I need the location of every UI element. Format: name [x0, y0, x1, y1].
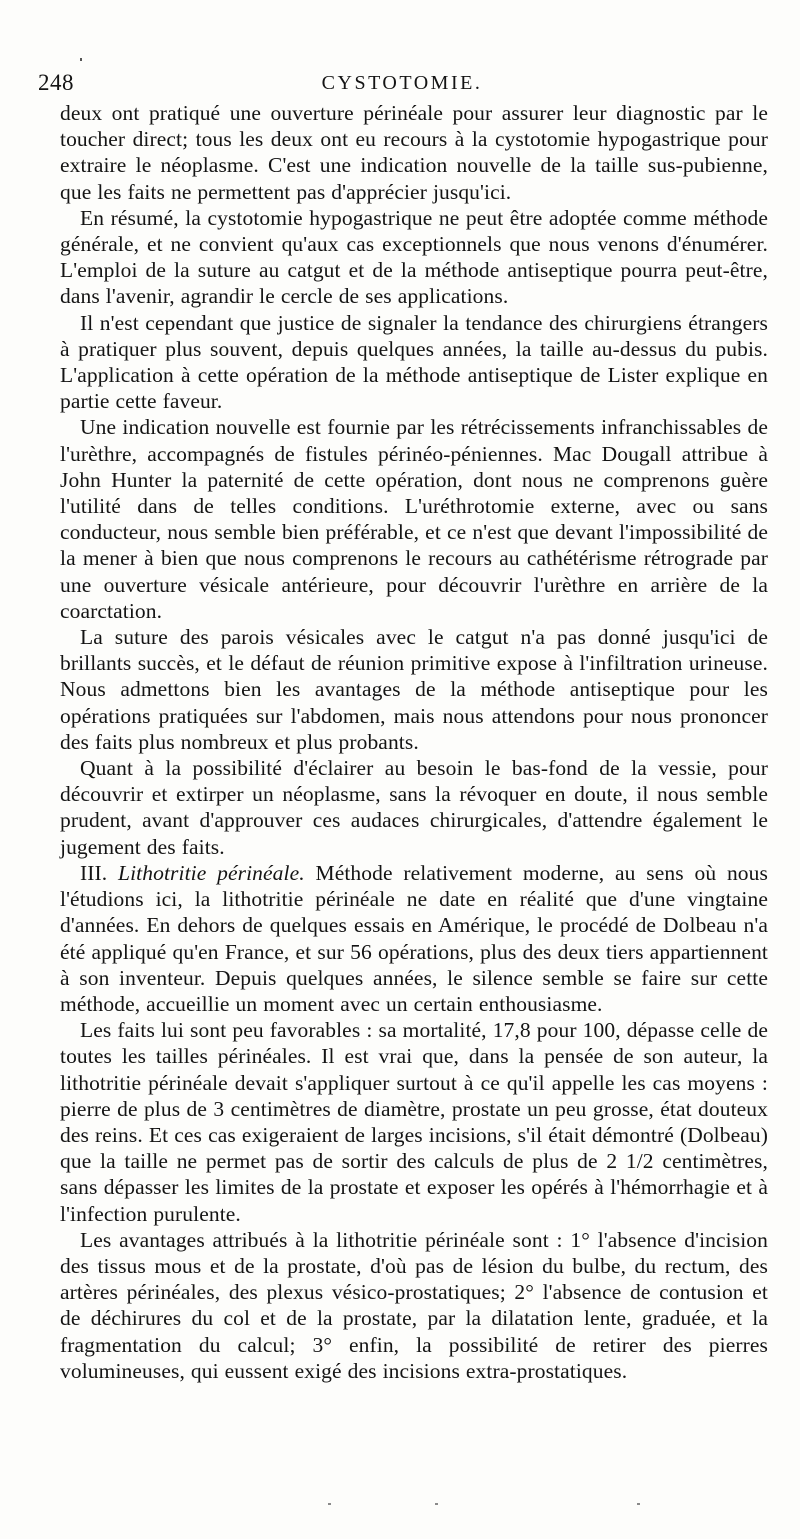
- paragraph-continuation: deux ont pratiqué une ouverture périnéale pour assurer leur diagnostic par le toucher direct; tous les deux ont eu recours à la cystotomie hypogastrique pour extraire le néoplasme. C'est une indication nouvelle de la taille sus-pubienne, que les faits ne permettent pas d'apprécier jusqu'ici.: [60, 101, 768, 204]
- paragraph-new-indication: Une indication nouvelle est fournie par les rétrécissements infranchissables de l'urèthre, accompagnés de fistules périnéo-péniennes. Mac Dougall attribue à John Hunter la paternité de cette opération, dont nous ne comprenons guère l'utilité dans de telles conditions. L'uréthrotomie externe, avec ou sans conducteur, nous semble bien préférable, et ce n'est que devant l'impossibilité de la mener à bien que nous comprenons le recours au cathétérisme rétrograde par une ouverture vésicale antérieure, pour découvrir l'urèthre en arrière de la coarctation.: [60, 415, 768, 623]
- footer-tick: [435, 1503, 438, 1505]
- paragraph-advantages: Les avantages attribués à la lithotritie périnéale sont : 1° l'absence d'incision des tissus mous et de la prostate, d'où pas de lésion du bulbe, du rectum, des artères périnéales, des plexus vésico-prostatiques; 2° l'absence de contusion et de déchirures du col et de la prostate, par la dilatation lente, graduée, et la fragmentation du calcul; 3° enfin, la possibilité de retirer des pierres volumineuses, qui eussent exigé des incisions extra-prostatiques.: [60, 1227, 768, 1383]
- footer-tick: [637, 1503, 640, 1505]
- footer-tick: [328, 1503, 331, 1505]
- running-title: CYSTOTOMIE.: [321, 72, 483, 94]
- paragraph-catgut-suture: La suture des parois vésicales avec le catgut n'a pas donné jusqu'ici de brillants succès, et le défaut de réunion primitive expose à l'infiltration urineuse. Nous admettons bien les avantages de la méthode antiseptique pour les opérations pratiquées sur l'abdomen, mais nous attendons pour nous prononcer des faits plus nombreux et plus probants.: [60, 625, 768, 754]
- section-text: Méthode relativement moderne, au sens où nous l'étudions ici, la lithotritie périnéale ne date en réalité que d'une vingtaine d'années. En dehors de quelques essais en Amérique, le procédé de Dolbeau n'a été appliqué qu'en France, et sur 56 opérations, plus des deux tiers appartiennent à son inventeur. Depuis quelques années, le silence semble se faire sur cette méthode, accueillie un moment avec un certain enthousiasme.: [60, 860, 768, 1016]
- section-title: Lithotritie périnéale.: [118, 860, 305, 885]
- running-head: [38, 70, 766, 98]
- paragraph-resume: En résumé, la cystotomie hypogastrique ne peut être adoptée comme méthode générale, et ne convient qu'aux cas exceptionnels que nous venons d'énumérer. L'emploi de la suture au catgut et de la méthode antiseptique pourra peut-être, dans l'avenir, agrandir le cercle de ses applications.: [60, 205, 768, 309]
- page-number: 248: [38, 70, 74, 95]
- print-speck: [80, 58, 82, 61]
- body-text: [60, 100, 768, 1384]
- paragraph-section-iii: [60, 860, 768, 1017]
- section-numeral: III.: [80, 860, 108, 885]
- paragraph-foreign-surgeons: Il n'est cependant que justice de signaler la tendance des chirurgiens étrangers à pratiquer plus souvent, depuis quelques années, la taille au-dessus du pubis. L'application à cette opération de la méthode antiseptique de Lister explique en partie cette faveur.: [60, 310, 768, 414]
- paragraph-mortality: Les faits lui sont peu favorables : sa mortalité, 17,8 pour 100, dépasse celle de toutes les tailles périnéales. Il est vrai que, dans la pensée de son auteur, la lithotritie périnéale devait s'appliquer surtout à ce qu'il appelle les cas moyens : pierre de plus de 3 centimètres de diamètre, prostate un peu grosse, état douteux des reins. Et ces cas exigeraient de larges incisions, s'il était démontré (Dolbeau) que la taille ne permet pas de sortir des calculs de plus de 2 1/2 centimètres, sans dépasser les limites de la prostate et exposer les opérés à l'hémorrhagie et à l'infection purulente.: [60, 1018, 768, 1226]
- footer-marks: [0, 1495, 800, 1515]
- paragraph-bas-fond: Quant à la possibilité d'éclairer au besoin le bas-fond de la vessie, pour découvrir et extirper un néoplasme, sans la révoquer en doute, il nous semble prudent, avant d'approuver ces audaces chirurgicales, d'attendre également le jugement des faits.: [60, 756, 768, 859]
